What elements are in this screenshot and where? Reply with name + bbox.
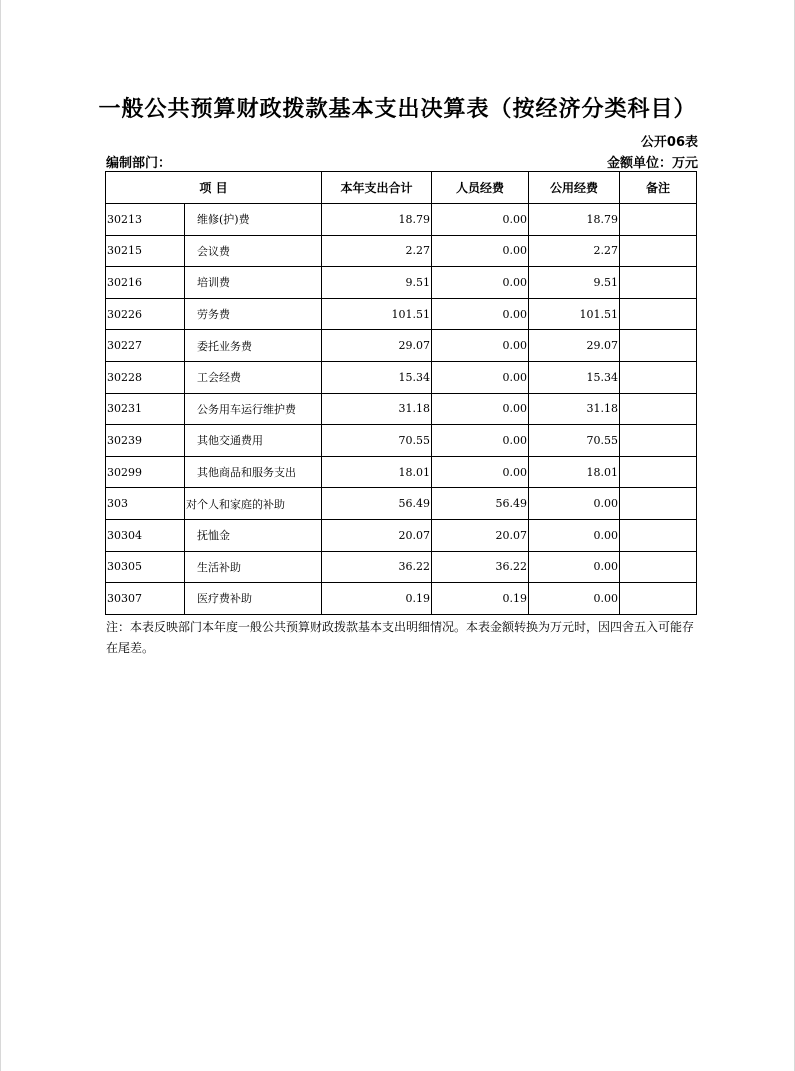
row-remarks <box>620 204 697 236</box>
row-remarks <box>620 393 697 425</box>
row-total: 29.07 <box>322 330 432 362</box>
table-row <box>106 456 697 488</box>
page-title: 一般公共预算财政拨款基本支出决算表（按经济分类科目） <box>98 97 697 122</box>
row-personnel: 36.22 <box>432 551 529 583</box>
row-public: 2.27 <box>529 235 620 267</box>
table-row <box>106 298 697 330</box>
row-name: 公务用车运行维护费 <box>185 393 322 425</box>
header-remarks: 备注 <box>620 172 697 204</box>
row-personnel: 0.00 <box>432 204 529 236</box>
table-row <box>106 583 697 615</box>
header-total: 本年支出合计 <box>322 172 432 204</box>
row-code: 30227 <box>106 330 185 362</box>
row-total: 20.07 <box>322 519 432 551</box>
row-name: 医疗费补助 <box>185 583 322 615</box>
row-name: 抚恤金 <box>185 519 322 551</box>
row-code: 30226 <box>106 298 185 330</box>
row-remarks <box>620 425 697 457</box>
row-code: 30228 <box>106 361 185 393</box>
row-total: 15.34 <box>322 361 432 393</box>
row-personnel: 0.00 <box>432 393 529 425</box>
row-name: 其他交通费用 <box>185 425 322 457</box>
row-code: 30215 <box>106 235 185 267</box>
table-row <box>106 330 697 362</box>
row-public: 29.07 <box>529 330 620 362</box>
row-public: 15.34 <box>529 361 620 393</box>
unit-label: 金额单位：万元 <box>606 156 698 171</box>
row-public: 0.00 <box>529 583 620 615</box>
expenditure-table <box>105 171 697 615</box>
table-row <box>106 361 697 393</box>
header-public: 公用经费 <box>529 172 620 204</box>
row-code: 30213 <box>106 204 185 236</box>
row-code: 30307 <box>106 583 185 615</box>
table-row <box>106 551 697 583</box>
header-personnel: 人员经费 <box>432 172 529 204</box>
row-name: 其他商品和服务支出 <box>185 456 322 488</box>
row-remarks <box>620 298 697 330</box>
row-name: 委托业务费 <box>185 330 322 362</box>
page-border-left <box>0 0 1 1071</box>
row-total: 18.79 <box>322 204 432 236</box>
row-name: 对个人和家庭的补助 <box>185 488 322 520</box>
row-name: 生活补助 <box>185 551 322 583</box>
row-code: 30304 <box>106 519 185 551</box>
row-personnel: 0.19 <box>432 583 529 615</box>
row-total: 18.01 <box>322 456 432 488</box>
row-personnel: 20.07 <box>432 519 529 551</box>
row-remarks <box>620 361 697 393</box>
table-row <box>106 267 697 299</box>
row-remarks <box>620 330 697 362</box>
row-public: 31.18 <box>529 393 620 425</box>
footnote: 注：本表反映部门本年度一般公共预算财政拨款基本支出明细情况。本表金额转换为万元时，因四舍五入可能存在尾差。 <box>106 620 695 655</box>
row-code: 30299 <box>106 456 185 488</box>
row-total: 2.27 <box>322 235 432 267</box>
table-row <box>106 393 697 425</box>
header-item: 项 目 <box>106 172 322 204</box>
row-name: 劳务费 <box>185 298 322 330</box>
row-name: 会议费 <box>185 235 322 267</box>
row-public: 0.00 <box>529 551 620 583</box>
row-remarks <box>620 267 697 299</box>
row-name: 工会经费 <box>185 361 322 393</box>
row-code: 30305 <box>106 551 185 583</box>
row-remarks <box>620 519 697 551</box>
row-public: 70.55 <box>529 425 620 457</box>
row-name: 培训费 <box>185 267 322 299</box>
table-row <box>106 204 697 236</box>
row-code: 30231 <box>106 393 185 425</box>
row-total: 70.55 <box>322 425 432 457</box>
row-public: 0.00 <box>529 488 620 520</box>
row-public: 101.51 <box>529 298 620 330</box>
row-personnel: 0.00 <box>432 361 529 393</box>
row-public: 18.01 <box>529 456 620 488</box>
row-personnel: 0.00 <box>432 425 529 457</box>
row-total: 9.51 <box>322 267 432 299</box>
row-remarks <box>620 583 697 615</box>
row-personnel: 56.49 <box>432 488 529 520</box>
row-personnel: 0.00 <box>432 330 529 362</box>
row-code: 303 <box>106 488 185 520</box>
table-header-row <box>106 172 697 204</box>
row-total: 36.22 <box>322 551 432 583</box>
row-remarks <box>620 235 697 267</box>
row-name: 维修(护)费 <box>185 204 322 236</box>
row-remarks <box>620 456 697 488</box>
table-row <box>106 488 697 520</box>
row-personnel: 0.00 <box>432 456 529 488</box>
row-personnel: 0.00 <box>432 235 529 267</box>
form-code: 公开06表 <box>640 135 698 150</box>
row-code: 30216 <box>106 267 185 299</box>
row-total: 31.18 <box>322 393 432 425</box>
row-code: 30239 <box>106 425 185 457</box>
table-row <box>106 425 697 457</box>
row-remarks <box>620 488 697 520</box>
row-personnel: 0.00 <box>432 267 529 299</box>
dept-label: 编制部门： <box>106 156 172 171</box>
table-row <box>106 519 697 551</box>
row-public: 18.79 <box>529 204 620 236</box>
row-public: 9.51 <box>529 267 620 299</box>
row-personnel: 0.00 <box>432 298 529 330</box>
row-remarks <box>620 551 697 583</box>
row-total: 0.19 <box>322 583 432 615</box>
row-total: 101.51 <box>322 298 432 330</box>
row-total: 56.49 <box>322 488 432 520</box>
row-public: 0.00 <box>529 519 620 551</box>
table-row <box>106 235 697 267</box>
